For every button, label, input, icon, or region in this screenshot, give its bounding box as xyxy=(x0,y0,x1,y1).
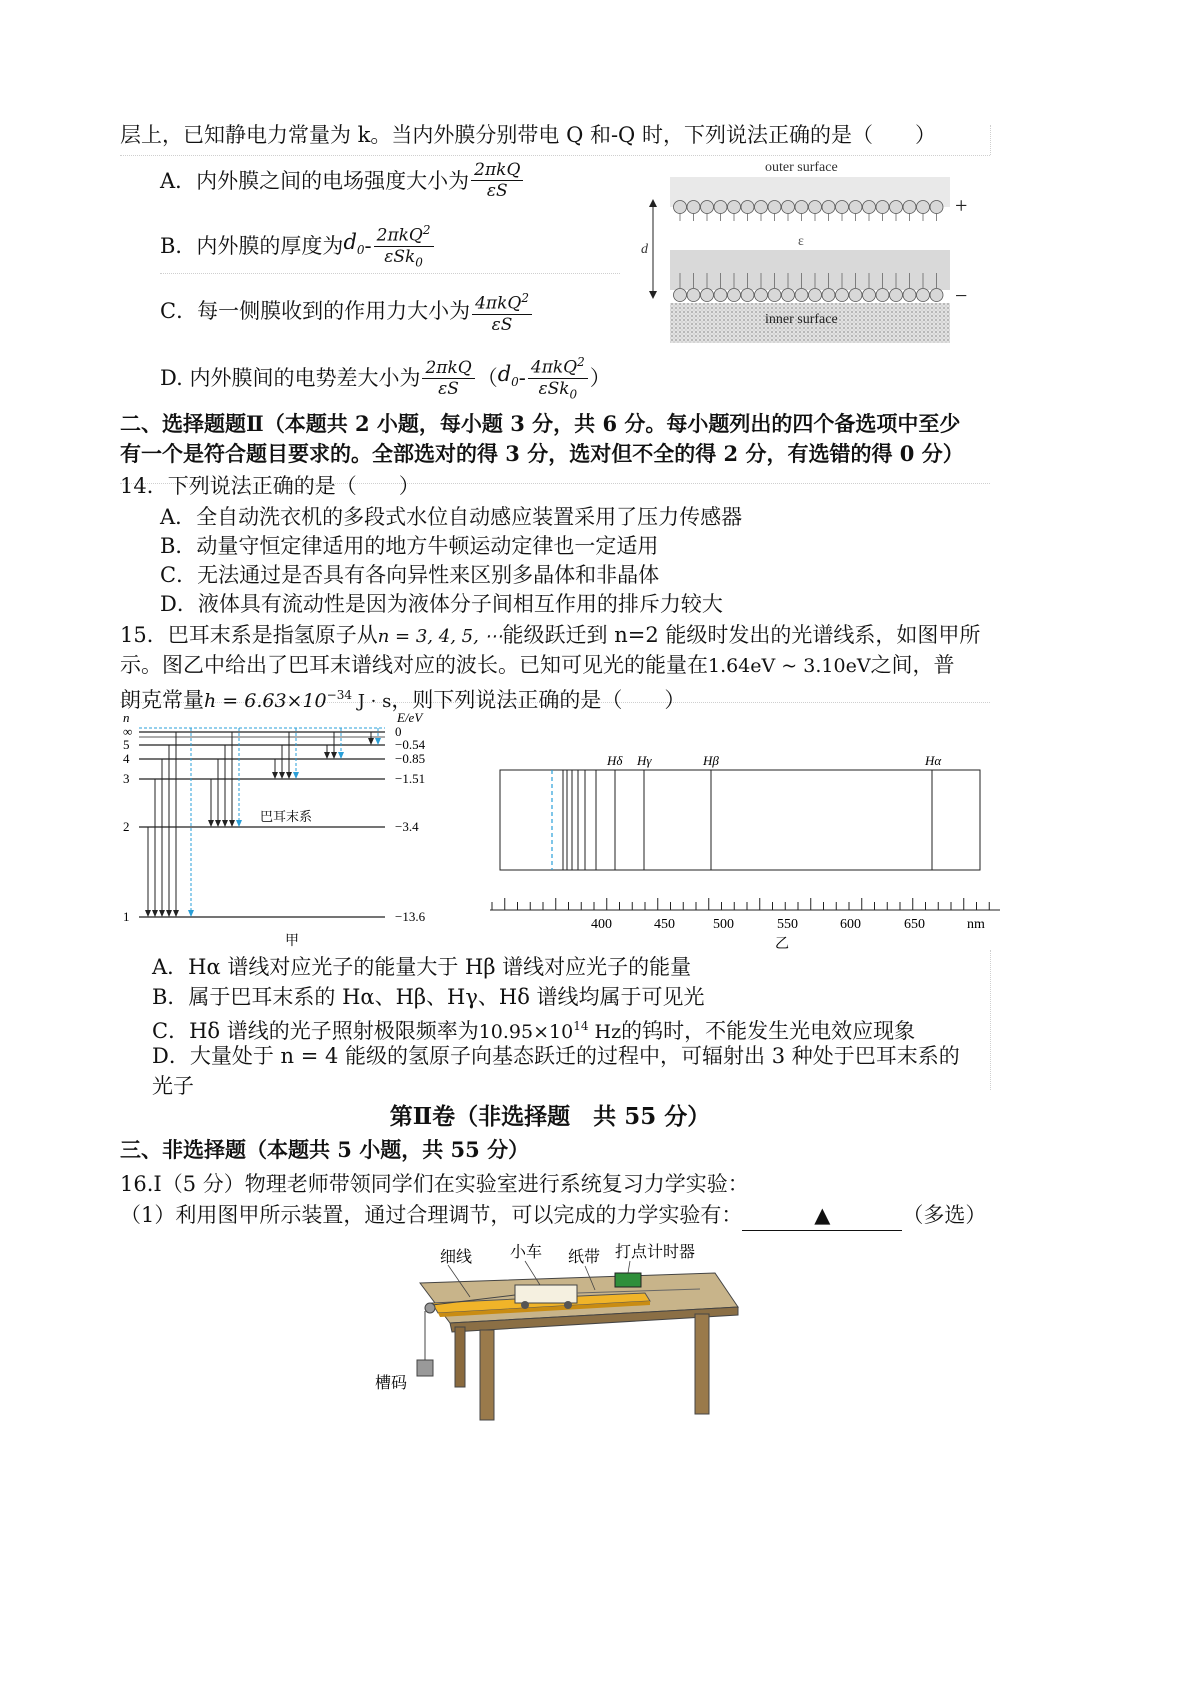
fraction-numerator: 2πkQ xyxy=(422,358,474,379)
membrane-bead xyxy=(903,289,916,302)
q15-option-c[interactable]: C．Hδ 谱线的光子照射极限频率为$10.95\times 10^{14}$ Hz的钨时，不能发生光电效应现象 xyxy=(152,1019,916,1043)
level-energy-label: 0 xyxy=(395,724,402,739)
membrane-bead xyxy=(755,201,768,214)
plus-sign: + xyxy=(955,193,968,218)
q15-stem-line2: 示。图乙中给出了巴耳末谱线对应的波长。已知可见光的能量在1.64eV ~ 3.10eV之间，普 xyxy=(120,653,955,677)
transition-arrowhead xyxy=(208,820,214,827)
q13-option-d-fraction-2 xyxy=(528,352,588,404)
membrane-bead xyxy=(714,289,727,302)
fraction-numerator: 4πkQ$^2$ xyxy=(472,288,532,315)
membrane-bead xyxy=(849,289,862,302)
transition-arrowhead xyxy=(159,910,165,917)
membrane-bead xyxy=(795,201,808,214)
membrane-bead xyxy=(728,201,741,214)
transition-arrowhead xyxy=(173,910,179,917)
tick-label-unit: nm xyxy=(967,917,985,932)
q14-option-a[interactable]: A．全自动洗衣机的多段式水位自动感应装置采用了压力传感器 xyxy=(160,505,743,529)
membrane-bead xyxy=(687,201,700,214)
figure-jia-caption: 甲 xyxy=(285,934,299,949)
minus-sign: − xyxy=(955,283,968,308)
transition-arrowhead xyxy=(368,738,374,745)
membrane-bead xyxy=(930,289,943,302)
q16-part1: （1）利用图甲所示装置，通过合理调节，可以完成的力学实验有： ▲ （多选） xyxy=(120,1200,986,1231)
membrane-bead xyxy=(876,289,889,302)
fraction-numerator: 4πkQ$^2$ xyxy=(528,352,588,379)
membrane-bead xyxy=(822,289,835,302)
d0-symbol: $d_0$ xyxy=(497,361,519,390)
d0-symbol: $d_0$ xyxy=(343,229,365,258)
tick-label-550: 550 xyxy=(777,917,798,932)
tick-label-650: 650 xyxy=(904,917,925,932)
section2-heading-line2: 有一个是符合题目要求的。全部选对的得 3 分，选对但不全的得 2 分，有选错的得 0 分） xyxy=(120,441,964,466)
transition-arrowhead xyxy=(236,820,242,827)
membrane-bead xyxy=(917,289,930,302)
q13-option-a-fraction xyxy=(471,160,523,201)
label-weight: 槽码 xyxy=(375,1375,408,1392)
part2-title: 第Ⅱ卷（非选择题 共 55 分） xyxy=(389,1103,711,1130)
apparatus-figure xyxy=(360,1235,760,1425)
timer xyxy=(615,1273,641,1287)
wavelength-ticks xyxy=(492,898,989,910)
outer-surface-label: outer surface xyxy=(765,160,838,175)
q14-option-c[interactable]: C．无法通过是否具有各向异性来区别多晶体和非晶体 xyxy=(160,563,660,587)
balmer-series-label: 巴耳末系 xyxy=(260,809,313,824)
q15-stem-line1: 15．巴耳末系是指氢原子从n = 3, 4, 5, ⋯能级跃迁到 n=2 能级时发出的光谱线系，如图甲所 xyxy=(120,623,981,647)
membrane-bead xyxy=(741,201,754,214)
q16-stem: 16.I（5 分）物理老师带领同学们在实验室进行系统复习力学实验： xyxy=(120,1172,749,1196)
transition-arrowhead xyxy=(272,772,278,779)
membrane-bead xyxy=(674,201,687,214)
q13-option-d-text: D. 内外膜间的电势差大小为 xyxy=(160,366,421,391)
membrane-bead xyxy=(768,289,781,302)
q13-option-d[interactable]: D. 内外膜间的电势差大小为 $\frac{\text{2πkQ}}{\varepsilon S}$ （ $d_0$ - $\frac{4\pi kQ^2}{\varepsilon Sk_0}$ ） xyxy=(160,352,611,404)
energy-level-diagram xyxy=(115,708,455,950)
q13-option-b-text: B．内外膜的厚度为 xyxy=(160,234,344,259)
transition-arrowhead xyxy=(375,738,381,745)
inner-surface-label: inner surface xyxy=(765,312,838,327)
fraction-denominator: εSk$_0$ xyxy=(384,246,423,270)
level-n-label: 1 xyxy=(123,909,130,924)
level-energy-label: −0.85 xyxy=(395,751,426,766)
transition-arrowhead xyxy=(324,752,330,759)
q13-option-a[interactable] xyxy=(160,160,525,201)
membrane-bead xyxy=(890,289,903,302)
membrane-bead xyxy=(809,201,822,214)
transition-arrowhead xyxy=(152,910,158,917)
membrane-bead xyxy=(863,289,876,302)
membrane-bead xyxy=(782,289,795,302)
membrane-bead xyxy=(728,289,741,302)
q14-option-b[interactable]: B．动量守恒定律适用的地方牛顿运动定律也一定适用 xyxy=(160,534,659,558)
level-energy-label: −3.4 xyxy=(395,819,419,834)
level-energy-label: −0.54 xyxy=(395,737,426,752)
transition-arrowhead xyxy=(279,772,285,779)
transition-arrowhead xyxy=(293,772,299,779)
membrane-bead xyxy=(822,201,835,214)
membrane-bead xyxy=(701,289,714,302)
level-energy-label: −1.51 xyxy=(395,771,426,786)
cart xyxy=(515,1285,577,1303)
h-alpha-label: Hα xyxy=(925,753,942,768)
q15-option-d[interactable]: D．大量处于 n = 4 能级的氢原子向基态跃迁的过程中，可辐射出 3 种处于巴耳末系的 xyxy=(152,1044,960,1068)
e-axis-label: E/eV xyxy=(397,710,423,725)
fraction-denominator: εS xyxy=(486,181,508,201)
label-timer: 打点计时器 xyxy=(615,1244,696,1261)
tick-label-500: 500 xyxy=(713,917,734,932)
cart-wheel xyxy=(564,1301,572,1309)
membrane-bead xyxy=(930,201,943,214)
q13-option-c-text: C．每一侧膜收到的作用力大小为 xyxy=(160,299,471,324)
membrane-bead xyxy=(674,289,687,302)
q15-option-d-continued: 光子 xyxy=(152,1074,194,1098)
level-energy-label: −13.6 xyxy=(395,909,426,924)
weight xyxy=(417,1360,433,1376)
h-delta-label: Hδ xyxy=(607,753,623,768)
transition-arrowhead xyxy=(166,910,172,917)
cart-wheel xyxy=(521,1301,529,1309)
table-leg xyxy=(455,1327,465,1387)
n-axis-label: n xyxy=(123,710,130,725)
q13-option-c[interactable] xyxy=(160,288,534,335)
q14-option-d[interactable]: D．液体具有流动性是因为液体分子间相互作用的排斥力较大 xyxy=(160,592,723,616)
membrane-bead xyxy=(903,201,916,214)
q13-option-c-fraction xyxy=(472,288,532,335)
q14-stem: 14．下列说法正确的是（ ） xyxy=(120,474,420,498)
transition-arrowhead xyxy=(145,910,151,917)
fraction-denominator: εS xyxy=(438,378,459,399)
membrane-bead xyxy=(687,289,700,302)
transition-arrowhead xyxy=(188,910,194,917)
pulley xyxy=(425,1303,435,1313)
level-n-label: ∞ xyxy=(123,724,133,739)
section2-heading-line1: 二、选择题题Ⅱ（本题共 2 小题，每小题 3 分，共 6 分。每小题列出的四个备选项中至少 xyxy=(120,411,961,436)
label-string: 细线 xyxy=(440,1249,473,1266)
h-gamma-label: Hγ xyxy=(637,753,652,768)
fraction-denominator: εSk$_0$ xyxy=(538,378,578,402)
q15-option-b[interactable]: B．属于巴耳末系的 Hα、Hβ、Hγ、Hδ 谱线均属于可见光 xyxy=(152,985,705,1009)
membrane-bead xyxy=(795,289,808,302)
visible-energy-range: 1.64eV ~ 3.10eV xyxy=(708,655,871,677)
membrane-bead xyxy=(714,201,727,214)
tick-label-450: 450 xyxy=(654,917,675,932)
level-n-label: 5 xyxy=(123,737,130,752)
level-n-label: 4 xyxy=(123,751,130,766)
q13-option-d-fraction-1 xyxy=(422,358,474,399)
membrane-bead xyxy=(849,201,862,214)
label-cart: 小车 xyxy=(510,1244,543,1261)
membrane-bead xyxy=(768,201,781,214)
membrane-bead xyxy=(782,201,795,214)
q13-stem-tail: 层上，已知静电力常量为 k。当内外膜分别带电 Q 和-Q 时，下列说法正确的是（ ） xyxy=(120,123,936,147)
label-tape: 纸带 xyxy=(568,1249,601,1266)
balmer-spectrum-figure xyxy=(485,745,1005,955)
membrane-bead xyxy=(741,289,754,302)
epsilon-label: ε xyxy=(798,234,804,249)
inner-hairs xyxy=(670,250,950,290)
table-leg xyxy=(695,1314,709,1414)
membrane-bead xyxy=(836,201,849,214)
tick-label-400: 400 xyxy=(591,917,612,932)
q15-option-a[interactable]: A．Hα 谱线对应光子的能量大于 Hβ 谱线对应光子的能量 xyxy=(152,955,692,979)
level-n-label: 2 xyxy=(123,819,130,834)
section3-heading: 三、非选择题（本题共 5 小题，共 55 分） xyxy=(120,1137,530,1162)
q13-option-a-text: A．内外膜之间的电场强度大小为 xyxy=(160,168,470,193)
answer-blank[interactable]: ▲ xyxy=(742,1200,902,1231)
q13-option-b[interactable]: B．内外膜的厚度为 $d_0$ - $\frac{2\pi kQ^2}{\varepsilon Sk_0}$ xyxy=(160,220,436,272)
table-leg xyxy=(480,1330,494,1420)
d-label: d xyxy=(641,242,648,257)
transition-arrowhead xyxy=(215,820,221,827)
q15-stem-line3: 朗克常量$h = 6.63\times 10^{-34}$ J · s，则下列说法正确的是（ ） xyxy=(120,688,686,712)
membrane-bead xyxy=(809,289,822,302)
membrane-figure xyxy=(635,155,980,345)
fraction-denominator: εS xyxy=(491,314,513,335)
fraction-numerator: 2πkQ xyxy=(471,160,523,181)
membrane-bead xyxy=(863,201,876,214)
d-arrow-top xyxy=(649,199,657,207)
tick-label-600: 600 xyxy=(840,917,861,932)
transition-arrowhead xyxy=(331,752,337,759)
membrane-bead xyxy=(917,201,930,214)
figure-yi-caption: 乙 xyxy=(775,937,789,952)
q13-option-b-fraction xyxy=(374,220,434,272)
n-values: n = 3, 4, 5, ⋯ xyxy=(377,626,503,647)
transition-arrowhead xyxy=(229,820,235,827)
membrane-bead xyxy=(755,289,768,302)
planck-constant: h = 6.63×10 xyxy=(204,690,327,712)
membrane-bead xyxy=(836,289,849,302)
transition-arrowhead xyxy=(286,772,292,779)
h-beta-label: Hβ xyxy=(703,753,719,768)
transition-arrowhead xyxy=(222,820,228,827)
level-n-label: 3 xyxy=(123,771,130,786)
membrane-bead xyxy=(876,201,889,214)
membrane-bead xyxy=(701,201,714,214)
membrane-bead xyxy=(890,201,903,214)
transition-arrowhead xyxy=(338,752,344,759)
d-arrow-bottom xyxy=(649,291,657,299)
fraction-numerator: 2πkQ$^2$ xyxy=(374,220,434,247)
